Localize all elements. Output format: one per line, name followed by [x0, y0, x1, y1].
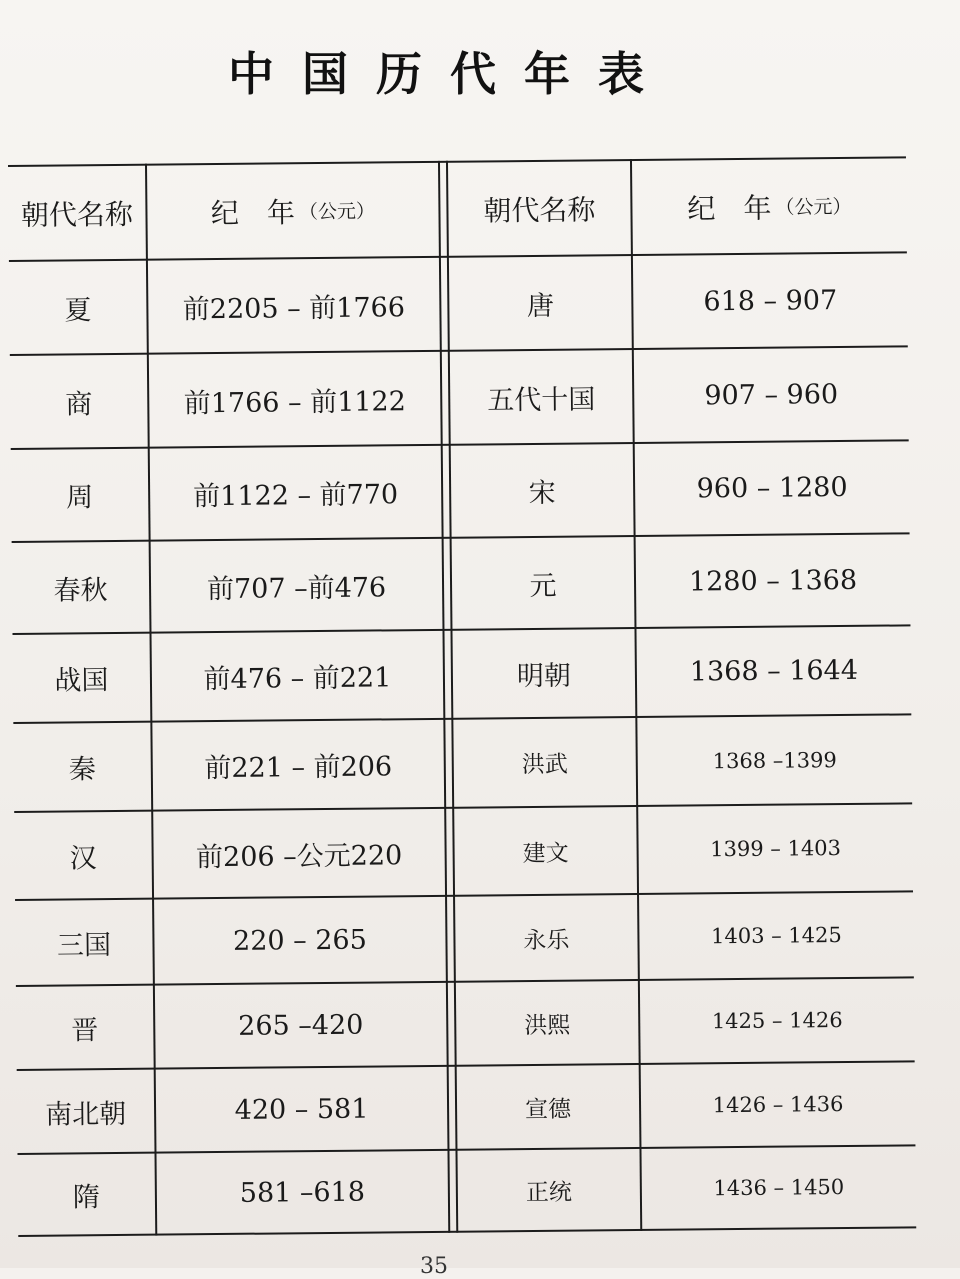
- dynasty-name: 战国: [54, 665, 109, 697]
- dynasty-name: 元: [529, 570, 557, 602]
- dynasty-years: 907 – 960: [704, 378, 839, 411]
- reign-name: 建文: [522, 840, 569, 867]
- reign-name: 永乐: [523, 927, 570, 954]
- reign-name: 正统: [525, 1179, 573, 1206]
- reign-years: 1436 – 1450: [713, 1175, 845, 1201]
- dynasty-years: 581 –618: [239, 1176, 366, 1209]
- dynasty-years: 前2205 – 前1766: [182, 291, 406, 325]
- dynasty-name: 春秋: [53, 574, 108, 607]
- page-title: 中国历代年表: [228, 47, 672, 101]
- header-label: 纪 年: [210, 195, 296, 230]
- reign-years: 1399 – 1403: [710, 836, 842, 862]
- dynasty-table: [8, 156, 916, 1240]
- header-label: 朝代名称: [20, 197, 134, 232]
- dynasty-years: 前707 –前476: [206, 571, 387, 605]
- header-label: 朝代名称: [483, 192, 596, 227]
- dynasty-years: 618 – 907: [703, 284, 838, 317]
- dynasty-years: 420 – 581: [234, 1093, 369, 1126]
- header-label: 纪 年: [687, 191, 772, 225]
- header-unit: （公元）: [298, 200, 376, 224]
- dynasty-years: 220 – 265: [232, 924, 367, 957]
- dynasty-years: 960 – 1280: [696, 471, 848, 505]
- dynasty-name: 晋: [71, 1014, 99, 1046]
- dynasty-name: 三国: [56, 929, 112, 962]
- header-dynasty-name-right: [448, 161, 631, 256]
- dynasty-name: 明朝: [516, 660, 572, 693]
- header-unit: （公元）: [775, 195, 852, 219]
- page-number: 35: [420, 1254, 448, 1279]
- dynasty-name: 五代十国: [487, 383, 596, 416]
- dynasty-years: 前221 – 前206: [204, 751, 393, 785]
- header-year-left: [147, 163, 439, 259]
- dynasty-years: 前1122 – 前770: [193, 479, 399, 513]
- dynasty-name: 商: [65, 388, 93, 420]
- reign-name: 宣德: [524, 1096, 572, 1123]
- reign-years: 1426 – 1436: [712, 1092, 844, 1118]
- dynasty-name: 夏: [64, 294, 92, 326]
- reign-name: 洪武: [521, 751, 568, 779]
- dynasty-name: 唐: [526, 290, 555, 322]
- reign-name: 洪熙: [524, 1012, 571, 1039]
- dynasty-name: 宋: [528, 477, 556, 510]
- dynasty-years: 1368 – 1644: [689, 654, 859, 688]
- dynasty-name: 汉: [69, 842, 97, 874]
- reign-years: 1403 – 1425: [710, 923, 842, 949]
- dynasty-name: 隋: [72, 1181, 101, 1213]
- dynasty-name: 南北朝: [44, 1098, 127, 1131]
- reign-years: 1368 –1399: [712, 747, 837, 773]
- dynasty-years: 前1766 – 前1122: [183, 385, 406, 419]
- dynasty-name: 秦: [68, 754, 96, 786]
- dynasty-years: 前476 – 前221: [203, 662, 392, 696]
- dynasty-years: 265 –420: [238, 1009, 364, 1042]
- reign-years: 1425 – 1426: [711, 1008, 843, 1034]
- header-dynasty-name-left: [8, 166, 146, 260]
- header-year-right: [632, 158, 907, 254]
- dynasty-years: 1280 – 1368: [688, 564, 858, 597]
- dynasty-years: 前206 –公元220: [195, 839, 403, 873]
- dynasty-name: 周: [66, 482, 94, 514]
